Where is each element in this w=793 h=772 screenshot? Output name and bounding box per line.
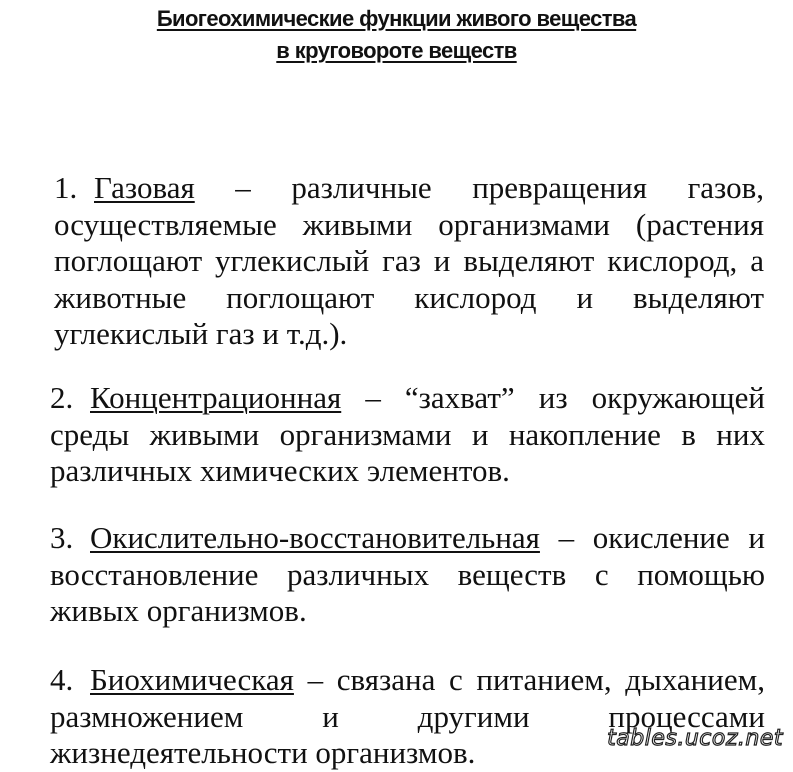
item-term: Газовая	[94, 170, 195, 205]
page-subtitle: в круговороте веществ	[276, 38, 517, 63]
item-description: – “захват” из окружающей среды живыми организмами и накопление в них различных химических элементов.	[50, 380, 765, 488]
item-number: 3.	[50, 520, 74, 555]
item-number: 4.	[50, 662, 74, 697]
watermark: tables.ucoz.net	[607, 726, 783, 751]
item-term: Биохимическая	[90, 662, 294, 697]
item-number: 2.	[50, 380, 74, 415]
list-item	[50, 380, 765, 490]
item-term: Окислительно-восстановительная	[90, 520, 540, 555]
item-description: – связана с питанием, дыханием, размножением и другими процессами жизнедеятельности организмов.	[50, 662, 765, 770]
item-number: 1.	[54, 170, 78, 205]
list-item	[50, 520, 765, 630]
list-item	[50, 662, 765, 772]
item-term: Концентрационная	[90, 380, 342, 415]
item-description: – окисление и восстановление различных веществ с помощью живых организмов.	[50, 520, 765, 628]
page-title: Биогеохимические функции живого вещества	[156, 6, 637, 31]
list-item	[54, 170, 764, 353]
item-description: – различные превращения газов, осуществляемые живыми организмами (растения поглощают углекислый газ и выделяют кислород, а животные поглощают кислород и выделяют углекислый газ и т.д.).	[54, 170, 764, 351]
